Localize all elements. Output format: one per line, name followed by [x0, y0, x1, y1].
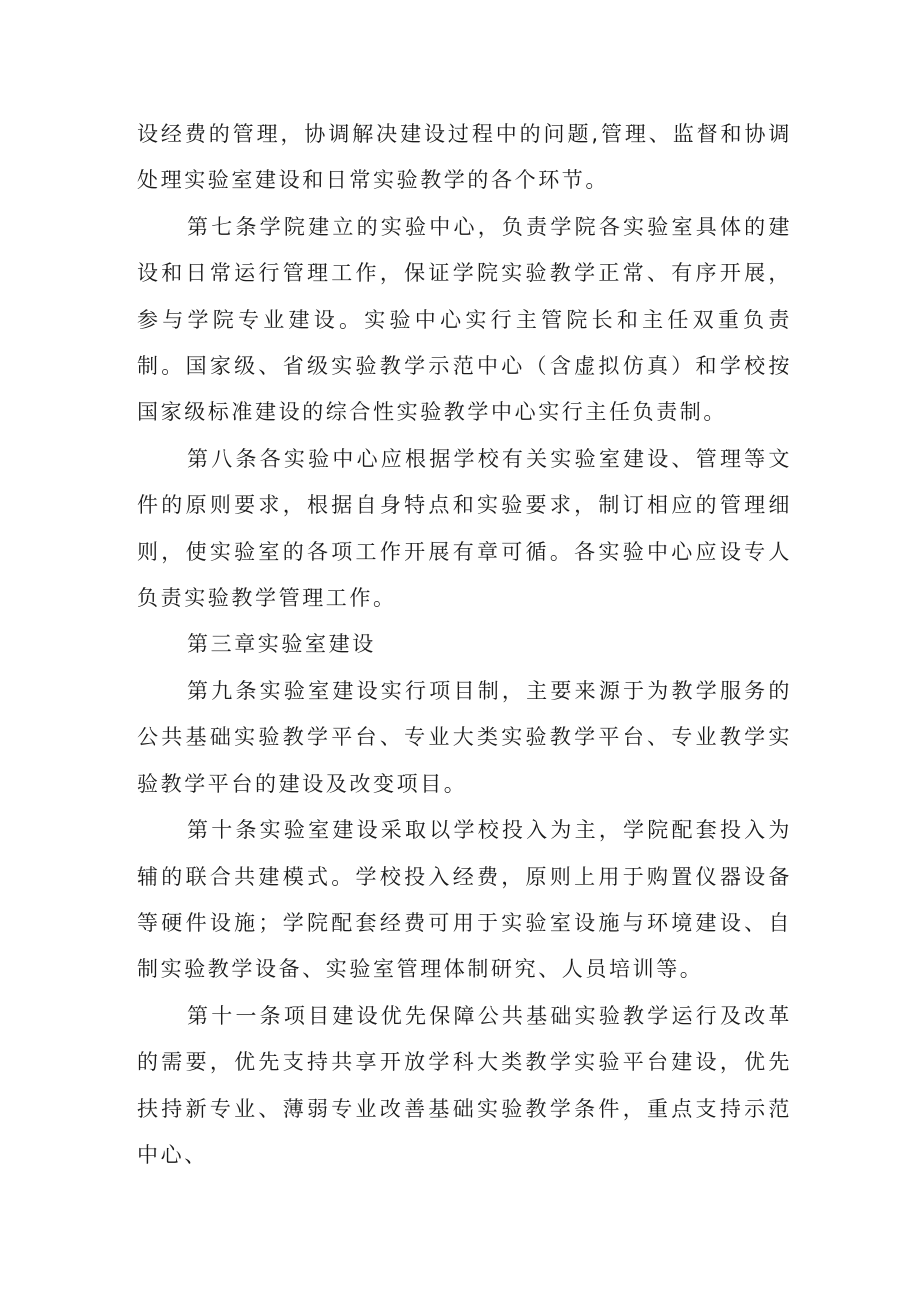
article-7-paragraph: 第七条学院建立的实验中心，负责学院各实验室具体的建设和日常运行管理工作，保证学院实验教学正常、有序开展，参与学院专业建设。实验中心实行主管院长和主任双重负责制。国家级、省级实验教学示范中心（含虚拟仿真）和学校按国家级标准建设的综合性实验教学中心实行主任负责制。: [137, 214, 792, 425]
article-9-paragraph: 第九条实验室建设实行项目制，主要来源于为教学服务的公共基础实验教学平台、专业大类实验教学平台、专业教学实验教学平台的建设及改变项目。: [137, 678, 792, 796]
article-8-paragraph: 第八条各实验中心应根据学校有关实验室建设、管理等文件的原则要求，根据自身特点和实验要求，制订相应的管理细则，使实验室的各项工作开展有章可循。各实验中心应设专人负责实验教学管理工作。: [137, 446, 792, 611]
chapter-3-heading: 第三章实验室建设: [187, 632, 376, 657]
article-11-paragraph: 第十一条项目建设优先保障公共基础实验教学运行及改革的需要，优先支持共享开放学科大类教学实验平台建设，优先扶持新专业、薄弱专业改善基础实验教学条件，重点支持示范中心、: [137, 1003, 792, 1167]
document-body: [137, 111, 792, 1178]
paragraph-continuation: 设经费的管理，协调解决建设过程中的问题,管理、监督和协调处理实验室建设和日常实验教学的各个环节。: [137, 122, 792, 193]
article-10-paragraph: 第十条实验室建设采取以学校投入为主，学院配套投入为辅的联合共建模式。学校投入经费，原则上用于购置仪器设备等硬件设施；学院配套经费可用于实验室设施与环境建设、自制实验教学设备、实验室管理体制研究、人员培训等。: [137, 818, 792, 982]
